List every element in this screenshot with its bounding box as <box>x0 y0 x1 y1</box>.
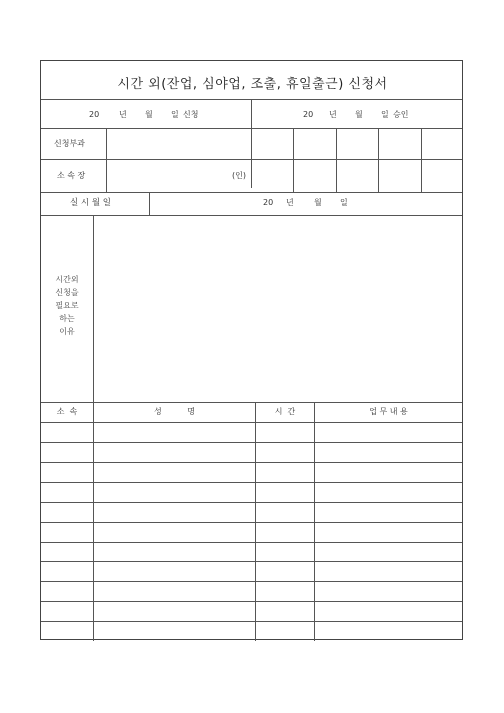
reason-line: 이유 <box>59 327 75 336</box>
table-row <box>41 542 462 543</box>
reason-line: 신청을 <box>55 288 79 297</box>
reason-line: 하는 <box>59 314 75 323</box>
table-row <box>41 482 462 483</box>
reason-line: 필요로 <box>55 301 79 310</box>
divider <box>93 216 94 641</box>
approve-month-unit: 월 <box>355 110 363 119</box>
exec-day-unit: 일 <box>340 198 348 207</box>
table-row <box>41 462 462 463</box>
approve-year-unit: 년 <box>329 110 337 119</box>
table-row <box>41 561 462 562</box>
request-form <box>40 60 463 640</box>
header-name: 성 명 <box>154 407 195 416</box>
table-row <box>41 581 462 582</box>
table-row <box>41 601 462 602</box>
table-row <box>41 502 462 503</box>
approve-suffix: 승인 <box>393 110 409 119</box>
exec-date-label: 실 시 월 일 <box>70 198 111 208</box>
table-row <box>41 522 462 523</box>
divider <box>41 192 462 193</box>
reason-label <box>41 273 93 338</box>
table-row <box>41 621 462 622</box>
request-year: 20 <box>89 110 100 119</box>
divider <box>41 402 462 403</box>
divider <box>378 129 379 193</box>
divider <box>106 129 107 193</box>
reason-line: 시간외 <box>55 275 79 284</box>
divider <box>336 129 337 193</box>
seal-mark: (인) <box>232 171 246 180</box>
header-time: 시 간 <box>274 407 296 416</box>
exec-month-unit: 월 <box>314 198 322 207</box>
divider <box>41 159 462 160</box>
chief-label: 소 속 장 <box>57 171 86 180</box>
divider <box>41 215 462 216</box>
divider <box>41 128 462 129</box>
form-title: 시간 외(잔업, 심야업, 조출, 휴일출근) 신청서 <box>117 77 388 92</box>
request-suffix: 신청 <box>183 110 199 119</box>
divider <box>149 193 150 215</box>
approve-year: 20 <box>303 110 314 119</box>
divider <box>251 100 252 188</box>
divider <box>421 129 422 193</box>
header-affiliation: 소 속 <box>56 407 78 416</box>
approve-day-unit: 일 <box>381 110 389 119</box>
dept-label: 신청부과 <box>54 139 85 148</box>
exec-year: 20 <box>263 198 274 207</box>
header-work: 업 무 내 용 <box>369 407 408 416</box>
request-day-unit: 일 <box>171 110 179 119</box>
divider <box>293 129 294 193</box>
request-year-unit: 년 <box>119 110 127 119</box>
exec-year-unit: 년 <box>286 198 294 207</box>
table-row <box>41 442 462 443</box>
request-month-unit: 월 <box>145 110 153 119</box>
table-row <box>41 422 462 423</box>
